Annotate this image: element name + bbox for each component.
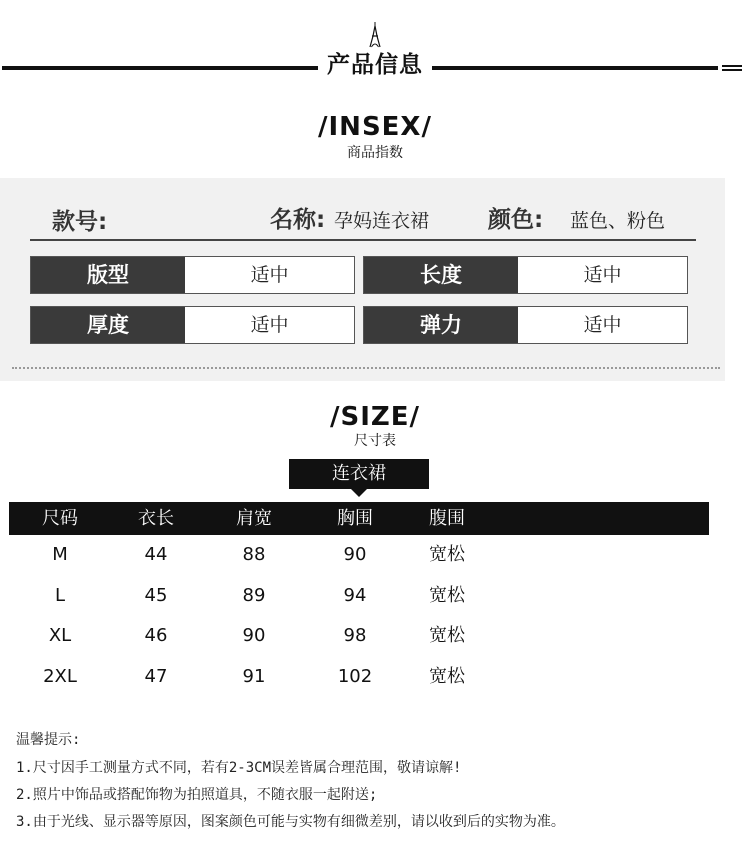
size-heading: [0, 402, 750, 450]
note-line: 3.由于光线、显示器等原因，图案颜色可能与实物有细微差别，请以收到后的实物为准。: [16, 814, 565, 830]
notes-section: [16, 730, 736, 839]
table-cell: 宽松: [429, 665, 465, 687]
name-label: 名称:: [270, 207, 326, 233]
table-row: [9, 616, 709, 657]
attribute-elasticity: [363, 306, 688, 344]
dress-tab-arrow: [351, 489, 367, 497]
attribute-value: 适中: [250, 314, 289, 336]
column-header: 腹围: [429, 508, 465, 529]
table-cell: XL: [48, 625, 72, 646]
product-info-panel: [0, 178, 725, 381]
table-cell: 45: [144, 584, 168, 606]
header-dashes: [722, 65, 742, 72]
attribute-value: 适中: [583, 264, 622, 286]
attribute-value: 适中: [250, 264, 289, 286]
table-cell: 90: [343, 544, 367, 565]
page-header: [0, 0, 750, 90]
header-line-right: [432, 66, 718, 70]
eiffel-tower-icon: [367, 22, 383, 48]
table-cell: 88: [242, 544, 266, 565]
insex-heading: [0, 112, 750, 162]
attribute-key: 长度: [364, 257, 518, 293]
table-cell: 91: [242, 665, 266, 687]
attribute-fit: [30, 256, 355, 294]
table-cell: 宽松: [429, 544, 465, 565]
table-cell: 44: [144, 544, 168, 565]
size-table: [9, 502, 709, 697]
notes-title: 温馨提示:: [16, 732, 81, 748]
color-label: 颜色:: [488, 207, 544, 233]
attribute-key: 弹力: [364, 307, 518, 343]
insex-subtitle: 商品指数: [347, 145, 403, 161]
product-summary-row: [0, 178, 725, 242]
dotted-divider: [12, 367, 720, 369]
insex-title: /INSEX/: [318, 112, 432, 142]
attribute-length: [363, 256, 688, 294]
attribute-key: 版型: [31, 257, 185, 293]
table-cell: 宽松: [429, 625, 465, 646]
attribute-key: 厚度: [31, 307, 185, 343]
table-cell: 2XL: [43, 665, 77, 687]
size-table-header: [9, 502, 709, 535]
table-cell: 94: [343, 584, 367, 606]
table-row: [9, 576, 709, 617]
note-line: 1.尺寸因手工测量方式不同，若有2-3CM误差皆属合理范围，敬请谅解!: [16, 760, 462, 776]
size-title: /SIZE/: [329, 402, 420, 432]
info-underline: [30, 239, 696, 241]
table-cell: 102: [337, 665, 373, 687]
page-title: 产品信息: [327, 52, 423, 78]
table-cell: 89: [242, 584, 266, 606]
table-cell: 46: [144, 625, 168, 646]
column-header: 尺码: [42, 508, 78, 529]
name-value: 孕妈连衣裙: [334, 210, 430, 232]
size-subtitle: 尺寸表: [354, 433, 396, 449]
table-cell: 98: [343, 625, 367, 646]
table-row: [9, 535, 709, 576]
column-header: 胸围: [337, 508, 373, 529]
attribute-thickness: [30, 306, 355, 344]
table-cell: 90: [242, 625, 266, 646]
style-no-label: 款号:: [52, 209, 108, 235]
header-line-left: [2, 66, 318, 70]
column-header: 肩宽: [236, 508, 272, 529]
table-cell: 宽松: [429, 584, 465, 606]
note-line: 2.照片中饰品或搭配饰物为拍照道具，不随衣服一起附送;: [16, 787, 378, 803]
color-value: 蓝色、粉色: [570, 210, 666, 232]
table-cell: L: [54, 584, 66, 606]
dress-tab: 连衣裙: [289, 459, 429, 489]
attribute-value: 适中: [583, 314, 622, 336]
column-header: 衣长: [138, 508, 174, 529]
table-cell: 47: [144, 665, 168, 687]
table-cell: M: [52, 544, 68, 565]
table-row: [9, 657, 709, 698]
